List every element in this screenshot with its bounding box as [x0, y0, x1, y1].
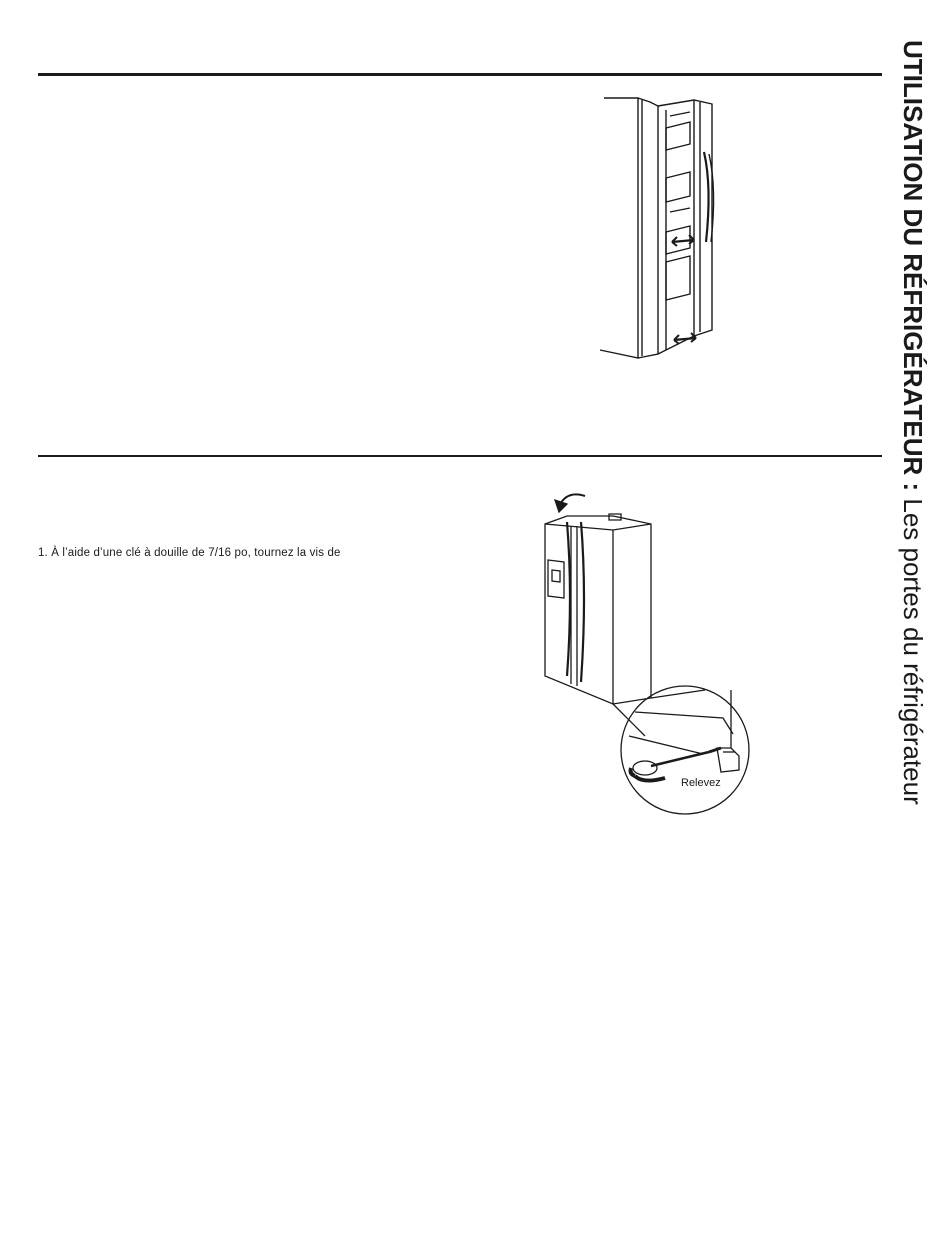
- instruction-step-1: 1. À l’aide d’une clé à douille de 7/16 po, tournez la vis de: [38, 547, 341, 559]
- side-section-title: [900, 40, 926, 805]
- raise-callout-label: Relevez: [681, 777, 721, 789]
- refrigerator-leveling-icon: [525, 486, 770, 818]
- door-alignment-figure: [598, 92, 738, 370]
- section-divider-middle: [38, 455, 882, 457]
- section-title-bold: UTILISATION DU RÉFRIGÉRATEUR :: [898, 40, 928, 492]
- section-divider-top: [38, 73, 882, 76]
- section-title-regular: Les portes du réfrigérateur: [898, 491, 928, 805]
- refrigerator-leveling-figure: [525, 486, 770, 818]
- refrigerator-door-alignment-icon: [598, 92, 738, 370]
